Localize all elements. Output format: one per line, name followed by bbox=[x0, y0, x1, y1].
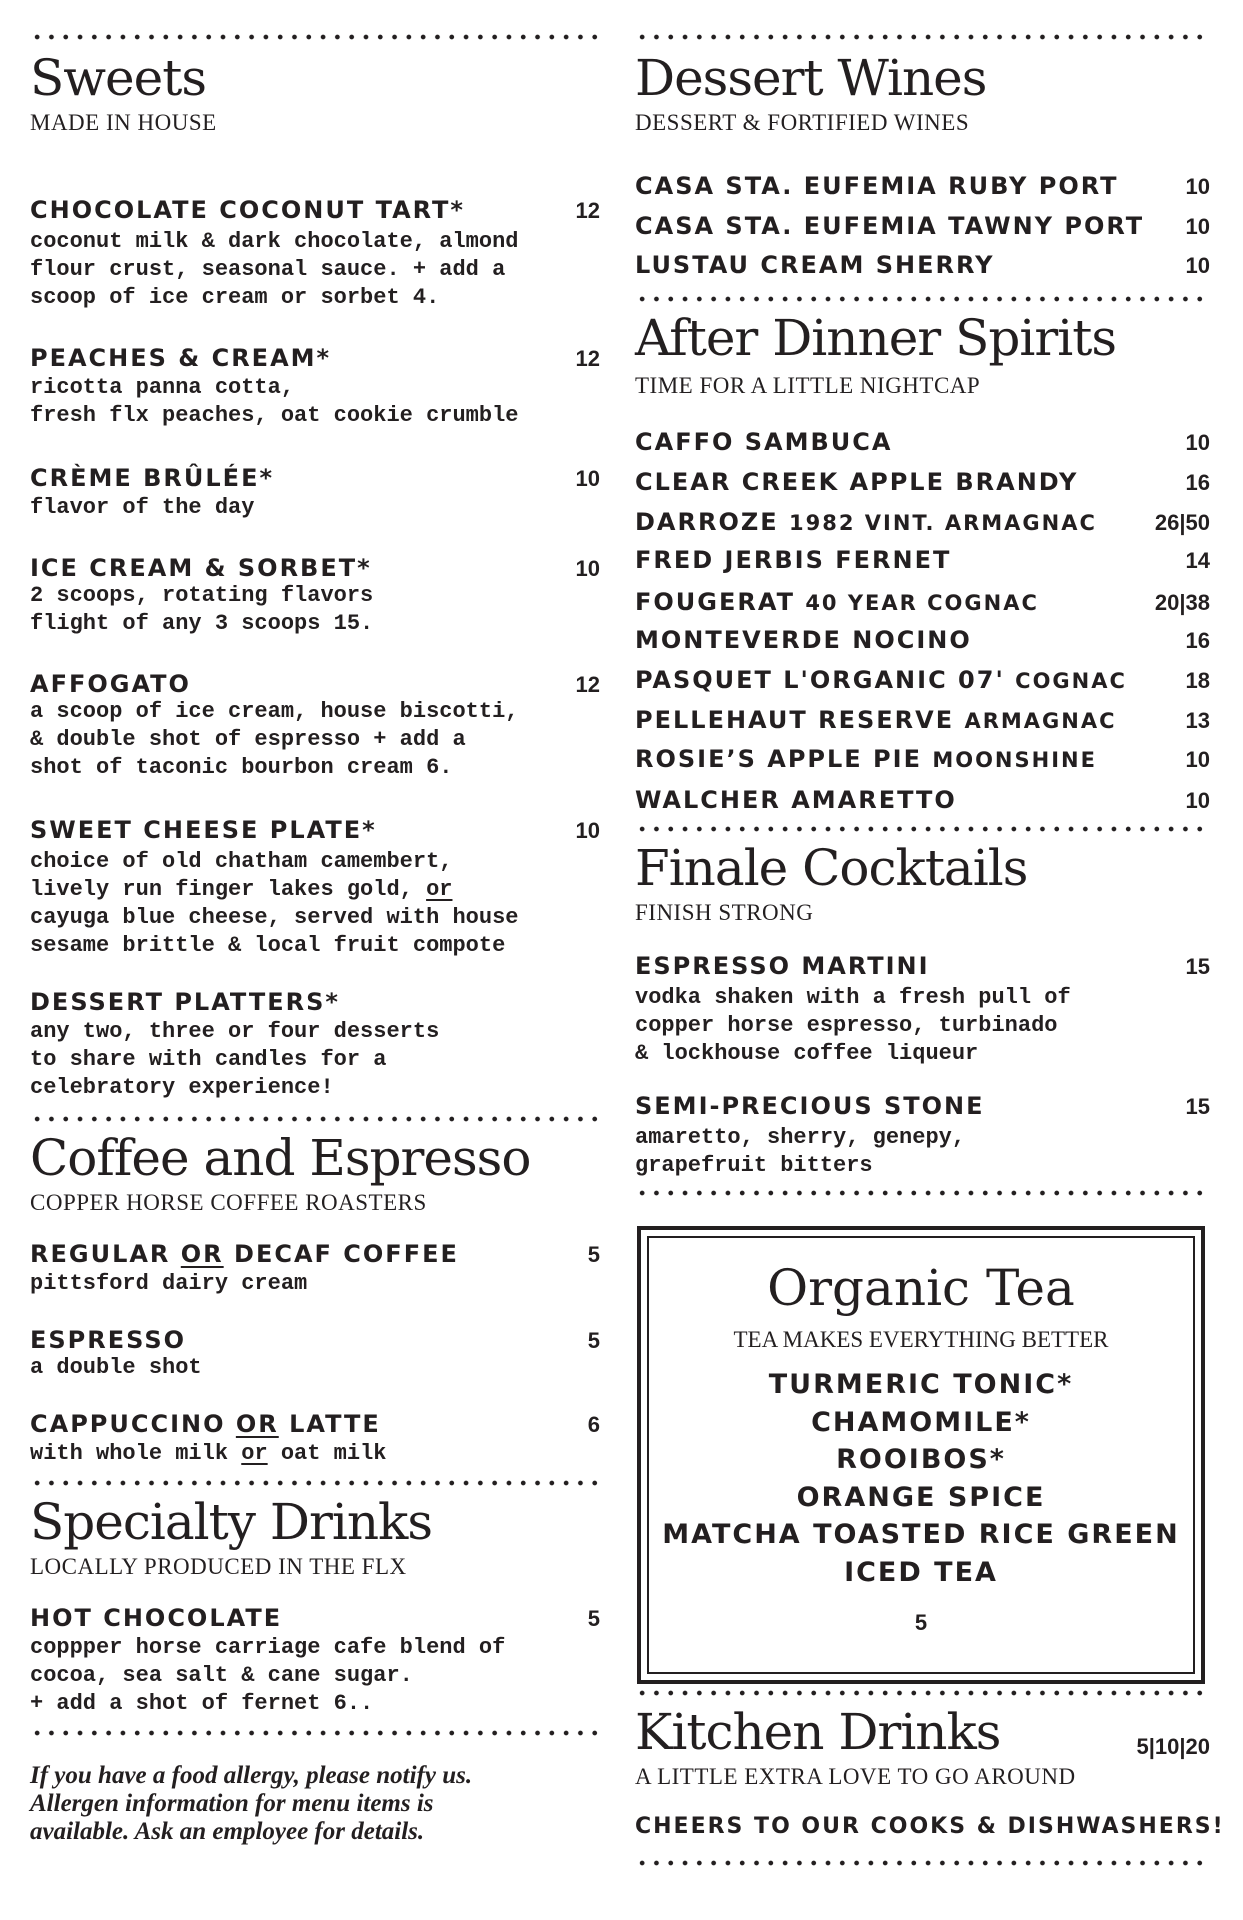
wine-item-price: 10 bbox=[1185, 214, 1210, 239]
tea-item: CHAMOMILE* bbox=[811, 1406, 1031, 1438]
menu-item-price: 6 bbox=[587, 1412, 600, 1437]
dotted-divider bbox=[635, 296, 1210, 302]
menu-item-price: 10 bbox=[575, 466, 600, 491]
dotted-divider bbox=[635, 1860, 1210, 1866]
menu-item-name: ICE CREAM & SORBET* bbox=[30, 554, 372, 582]
allergy-note: If you have a food allergy, please notify us. Allergen information for menu items is available. Ask an employee for details. bbox=[30, 1762, 473, 1845]
sweets-subtitle: MADE IN HOUSE bbox=[30, 110, 217, 135]
cocktail-item-description: vodka shaken with a fresh pull of copper horse espresso, turbinado & lockhouse coffee liqueur bbox=[635, 985, 1071, 1066]
spirit-item-name: MONTEVERDE NOCINO bbox=[635, 626, 972, 654]
dessert-wines-subtitle: DESSERT & FORTIFIED WINES bbox=[635, 110, 970, 135]
menu-item-name: CAPPUCCINO OR LATTE bbox=[30, 1410, 381, 1438]
kitchen-subtitle: A LITTLE EXTRA LOVE TO GO AROUND bbox=[635, 1764, 1076, 1789]
menu-item-name: SWEET CHEESE PLATE* bbox=[30, 816, 377, 844]
cocktails-title: Finale Cocktails bbox=[635, 839, 1028, 897]
dotted-divider bbox=[635, 826, 1210, 832]
menu-item-price: 10 bbox=[575, 818, 600, 843]
tea-item: MATCHA TOASTED RICE GREEN bbox=[662, 1519, 1180, 1550]
spirit-item-name: WALCHER AMARETTO bbox=[635, 786, 957, 814]
sweets-title: Sweets bbox=[30, 49, 206, 107]
menu-item-description: pittsford dairy cream bbox=[30, 1271, 308, 1296]
spirit-item-price: 10 bbox=[1185, 747, 1210, 772]
kitchen-title: Kitchen Drinks bbox=[635, 1703, 1001, 1761]
menu-item-name: CHOCOLATE COCONUT TART* bbox=[30, 196, 465, 224]
cocktail-item-name: SEMI-PRECIOUS STONE bbox=[635, 1092, 985, 1120]
spirit-item-name: CLEAR CREEK APPLE BRANDY bbox=[635, 468, 1079, 496]
menu-item-description: choice of old chatham camembert, lively run finger lakes gold, or cayuga blue cheese, served with house sesame brittle & local fruit compote bbox=[30, 849, 519, 958]
spirit-item-name: CAFFO SAMBUCA bbox=[635, 428, 893, 456]
spirit-item-price: 10 bbox=[1185, 788, 1210, 813]
tea-subtitle: TEA MAKES EVERYTHING BETTER bbox=[733, 1327, 1109, 1352]
dotted-divider bbox=[30, 1480, 600, 1486]
kitchen-note: CHEERS TO OUR COOKS & DISHWASHERS! bbox=[635, 1814, 1225, 1839]
spirits-title: After Dinner Spirits bbox=[635, 309, 1116, 367]
cocktail-item-description: amaretto, sherry, genepy, grapefruit bitters bbox=[635, 1125, 966, 1178]
wine-item-name: CASA STA. EUFEMIA RUBY PORT bbox=[635, 172, 1119, 200]
menu-item-description: ricotta panna cotta, fresh flx peaches, oat cookie crumble bbox=[30, 375, 519, 428]
kitchen-price: 5|10|20 bbox=[1136, 1734, 1210, 1759]
dotted-divider bbox=[635, 1190, 1210, 1196]
spirit-item-name: PELLEHAUT RESERVE ARMAGNAC bbox=[635, 706, 1117, 734]
menu-item-description: 2 scoops, rotating flavors flight of any 3 scoops 15. bbox=[30, 583, 374, 636]
tea-price: 5 bbox=[914, 1610, 928, 1635]
spirit-item-name: ROSIE’S APPLE PIE MOONSHINE bbox=[635, 745, 1097, 773]
spirit-item-name: FOUGERAT 40 YEAR COGNAC bbox=[635, 588, 1039, 616]
coffee-title: Coffee and Espresso bbox=[30, 1129, 531, 1187]
tea-item: ORANGE SPICE bbox=[796, 1481, 1046, 1513]
tea-title: Organic Tea bbox=[767, 1259, 1075, 1317]
dotted-divider bbox=[30, 34, 600, 40]
tea-list bbox=[649, 1366, 1193, 1591]
menu-item-description: coconut milk & dark chocolate, almond flour crust, seasonal sauce. + add a scoop of ice cream or sorbet 4. bbox=[30, 229, 519, 310]
wine-item-price: 10 bbox=[1185, 253, 1210, 278]
spirit-item-price: 16 bbox=[1185, 470, 1210, 495]
menu-item-name: REGULAR OR DECAF COFFEE bbox=[30, 1240, 459, 1268]
spirit-item-price: 26|50 bbox=[1154, 510, 1210, 535]
dotted-divider bbox=[635, 1690, 1210, 1696]
tea-item: ROOIBOS* bbox=[836, 1444, 1006, 1475]
spirit-item-price: 20|38 bbox=[1154, 590, 1210, 615]
menu-item-description: with whole milk or oat milk bbox=[30, 1441, 387, 1466]
menu-item-name: ESPRESSO bbox=[30, 1326, 187, 1354]
dotted-divider bbox=[635, 34, 1210, 40]
tea-item: ICED TEA bbox=[844, 1556, 998, 1588]
menu-item-name: CRÈME BRÛLÉE* bbox=[30, 464, 275, 492]
dotted-divider bbox=[30, 1116, 600, 1122]
wine-item-name: CASA STA. EUFEMIA TAWNY PORT bbox=[635, 212, 1145, 240]
specialty-title: Specialty Drinks bbox=[30, 1493, 433, 1551]
spirit-item-name: FRED JERBIS FERNET bbox=[635, 546, 952, 574]
menu-item-price: 12 bbox=[575, 672, 600, 697]
cocktails-subtitle: FINISH STRONG bbox=[635, 900, 814, 925]
organic-tea-box bbox=[637, 1226, 1205, 1684]
cocktail-item-price: 15 bbox=[1185, 954, 1210, 979]
menu-item-name: DESSERT PLATTERS* bbox=[30, 988, 340, 1016]
spirits-subtitle: TIME FOR A LITTLE NIGHTCAP bbox=[635, 373, 981, 398]
cocktail-item-name: ESPRESSO MARTINI bbox=[635, 952, 930, 980]
cocktail-item-price: 15 bbox=[1185, 1094, 1210, 1119]
menu-item-price: 12 bbox=[575, 198, 600, 223]
spirit-item-price: 10 bbox=[1185, 430, 1210, 455]
menu-item-name: AFFOGATO bbox=[30, 670, 191, 698]
spirit-item-name: PASQUET L'ORGANIC 07' COGNAC bbox=[635, 666, 1127, 694]
menu-item-price: 10 bbox=[575, 556, 600, 581]
coffee-subtitle: COPPER HORSE COFFEE ROASTERS bbox=[30, 1190, 427, 1215]
spirit-item-price: 18 bbox=[1185, 668, 1210, 693]
wine-item-price: 10 bbox=[1185, 174, 1210, 199]
spirit-item-price: 14 bbox=[1185, 548, 1210, 573]
menu-item-name: HOT CHOCOLATE bbox=[30, 1604, 283, 1632]
menu-item-description: coppper horse carriage cafe blend of cocoa, sea salt & cane sugar. + add a shot of fernet 6.. bbox=[30, 1635, 506, 1716]
menu-item-price: 5 bbox=[587, 1328, 600, 1353]
dessert-wines-title: Dessert Wines bbox=[635, 49, 987, 107]
dotted-divider bbox=[30, 1730, 600, 1736]
menu-item-description: flavor of the day bbox=[30, 495, 255, 520]
menu-item-description: any two, three or four desserts to share with candles for a celebratory experience! bbox=[30, 1019, 440, 1100]
menu-item-price: 5 bbox=[587, 1242, 600, 1267]
spirit-item-price: 16 bbox=[1185, 628, 1210, 653]
spirit-item-price: 13 bbox=[1185, 708, 1210, 733]
spirit-item-name: DARROZE 1982 VINT. ARMAGNAC bbox=[635, 508, 1097, 536]
menu-item-name: PEACHES & CREAM* bbox=[30, 344, 332, 372]
wine-item-name: LUSTAU CREAM SHERRY bbox=[635, 251, 995, 279]
specialty-subtitle: LOCALLY PRODUCED IN THE FLX bbox=[30, 1554, 407, 1579]
tea-box-inner-border bbox=[647, 1236, 1195, 1674]
tea-item: TURMERIC TONIC* bbox=[768, 1369, 1074, 1400]
menu-item-price: 5 bbox=[587, 1606, 600, 1631]
menu-item-description: a scoop of ice cream, house biscotti, & double shot of espresso + add a shot of taconic bourbon cream 6. bbox=[30, 699, 519, 780]
menu-item-description: a double shot bbox=[30, 1355, 202, 1380]
menu-item-price: 12 bbox=[575, 346, 600, 371]
